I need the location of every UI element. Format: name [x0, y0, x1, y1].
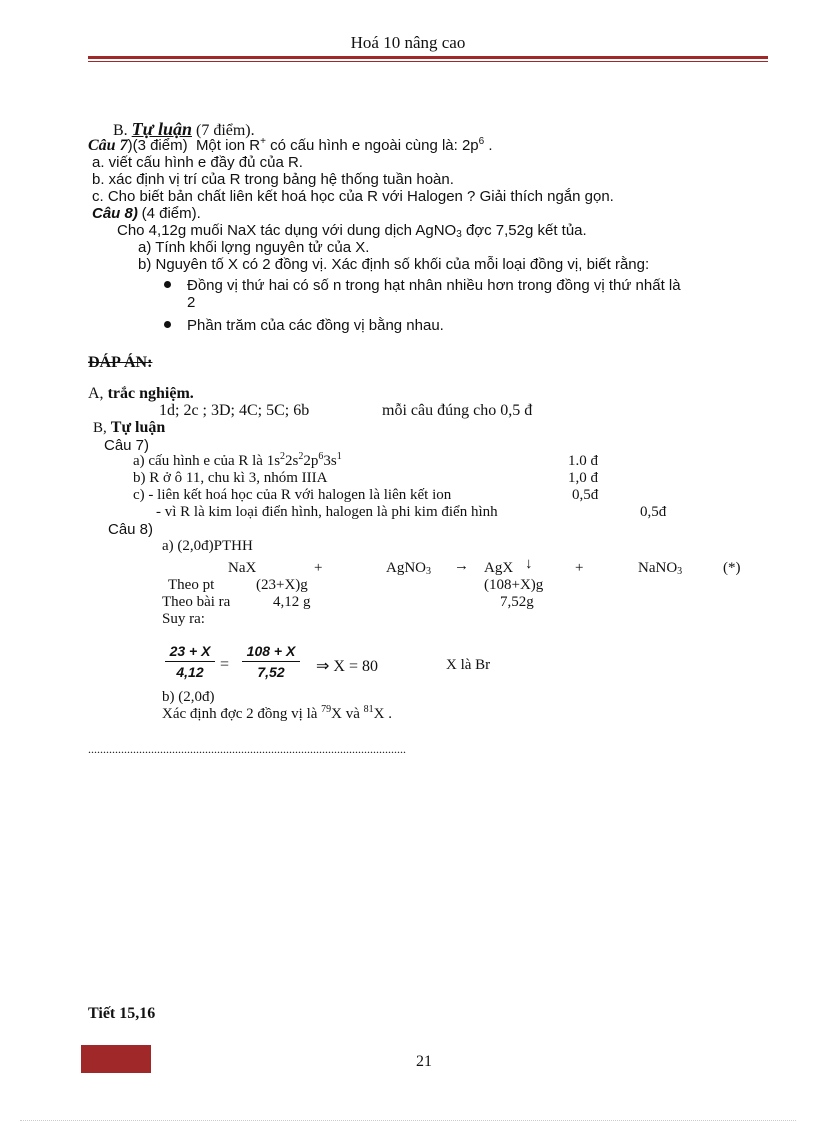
footer-box [81, 1045, 151, 1073]
answer-part-a [88, 385, 194, 403]
isotope-2-sup: 81 [363, 704, 374, 715]
section-b-points: (7 điểm). [195, 122, 255, 139]
c7-a-sup-1: 2 [280, 451, 286, 462]
fraction-2-bar [242, 661, 300, 662]
fraction-2-denominator: 7,52 [257, 664, 285, 680]
c8-b-text [162, 706, 392, 723]
dotted-separator: .......................................................................................................... [88, 742, 406, 756]
eq-agno3 [386, 560, 431, 577]
footer-dotted-line [20, 1120, 796, 1121]
answer-heading: ĐÁP ÁN: [88, 354, 153, 371]
c7-a [133, 453, 342, 470]
page-number: 21 [416, 1053, 432, 1070]
bullet-2-icon [164, 321, 171, 328]
eq-nax: NaX [228, 560, 257, 576]
c7-a-score: 1.0 đ [568, 453, 598, 469]
q8-heading [92, 205, 201, 223]
q8-points: (4 điểm). [141, 205, 201, 222]
q8-stem-sub: 3 [456, 229, 462, 240]
c7-c2: - vì R là kim loại điển hình, halogen là phi kim điển hình [156, 504, 498, 520]
isotope-1: X và [331, 706, 364, 722]
c7-c1: c) - liên kết hoá học của R với halogen là liên kết ion [133, 487, 452, 503]
isotope-2: X . [373, 706, 392, 722]
c8-a: a) (2,0đ)PTHH [162, 538, 253, 554]
mc-score: mỗi câu đúng cho 0,5 đ [382, 402, 533, 419]
suy-ra: Suy ra: [162, 611, 205, 627]
q7-item-b: b. xác định vị trí của R trong bảng hệ thống tuần hoàn. [92, 171, 454, 188]
fraction-2-numerator: 108 + X [246, 643, 296, 659]
isotope-1-sup: 79 [321, 704, 332, 715]
c7-a-sup-2: 2 [298, 451, 304, 462]
fraction-2 [242, 643, 300, 680]
page-header-title: Hoá 10 nâng cao [350, 33, 466, 52]
q8-stem-b: đợc 7,52g kết tủa. [461, 222, 587, 239]
q8-stem [117, 222, 587, 239]
q8-item-b: b) Nguyên tố X có 2 đồng vị. Xác định số khối của mỗi loại đồng vị, biết rằng: [138, 256, 650, 273]
eq-nano3-sub: 3 [677, 566, 683, 577]
answer-part-a-prefix: A, [88, 385, 104, 402]
q7-item-a: a. viết cấu hình e đầy đủ của R. [92, 154, 303, 171]
fraction-equals: = [220, 656, 230, 673]
eq-agx: AgX [484, 560, 514, 576]
section-b-title: Tự luận [131, 119, 192, 139]
eq-agno3-text: AgNO [386, 560, 426, 576]
answer-part-a-title: trắc nghiệm. [107, 385, 194, 402]
header-rule [88, 56, 768, 59]
q7-stem-b: có cấu hình e ngoài cùng là: 2p [265, 137, 479, 154]
bullet-1-icon [164, 281, 171, 288]
c8-b-text-a: Xác định đợc 2 đồng vị là [162, 706, 322, 722]
q7-label: Câu 7 [88, 137, 128, 154]
theo-pt-label: Theo pt [168, 577, 215, 593]
eq-nano3 [638, 560, 682, 577]
q8-item-a: a) Tính khối lợng nguyên tử của X. [138, 239, 370, 256]
theo-bai-1: 4,12 g [273, 594, 311, 610]
header-rule-thin [88, 61, 768, 62]
precipitate-arrow-icon: ↓ [525, 556, 533, 572]
c7-label: Câu 7) [104, 437, 150, 454]
fraction-1-bar [165, 661, 215, 662]
q8-label: Câu 8) [92, 205, 138, 222]
result-label: X là Br [446, 657, 491, 673]
theo-pt-1: (23+X)g [256, 577, 308, 593]
q7-stem-sup: + [260, 136, 266, 147]
eq-plus-2: + [575, 560, 584, 576]
q7-stem-end: . [484, 137, 493, 154]
eq-nano3-text: NaNO [638, 560, 678, 576]
c7-a-2p: 2p [303, 453, 319, 469]
theo-pt-2: (108+X)g [484, 577, 544, 593]
section-b-prefix: B. [113, 122, 128, 139]
result: ⇒ X = 80 [316, 658, 378, 675]
answer-part-b-prefix: B, [93, 420, 107, 436]
c7-c1-score: 0,5đ [572, 487, 599, 503]
eq-agno3-sub: 3 [426, 566, 431, 577]
fraction-1-denominator: 4,12 [176, 664, 204, 680]
theo-bai-2: 7,52g [500, 594, 534, 610]
c7-a-sup-4: 1 [336, 451, 342, 462]
q8-bullet-1-line-2: 2 [187, 294, 196, 311]
theo-bai-label: Theo bài ra [162, 594, 231, 610]
q8-bullet-2: Phần trăm của các đồng vị bằng nhau. [187, 317, 444, 334]
c8-label: Câu 8) [108, 521, 154, 538]
c7-b-score: 1,0 đ [568, 470, 598, 486]
c7-c2-score: 0,5đ [640, 504, 667, 520]
mc-answers: 1d; 2c ; 3D; 4C; 5C; 6b [159, 402, 310, 419]
q8-bullet-1-line-1: Đồng vị thứ hai có số n trong hạt nhân nhiều hơn trong đồng vị thứ nhất là [187, 277, 681, 294]
q7-stem-a: Một ion R [195, 137, 261, 154]
c7-a-sup-3: 6 [318, 451, 324, 462]
reaction-arrow-icon: → [454, 558, 469, 574]
eq-plus-1: + [314, 560, 323, 576]
c7-a-2s: 2s [285, 453, 299, 469]
fraction-1-numerator: 23 + X [169, 643, 211, 659]
q7-item-c: c. Cho biết bản chất liên kết hoá học của R với Halogen ? Giải thích ngắn gọn. [92, 188, 614, 205]
c8-b: b) (2,0đ) [162, 689, 215, 705]
eq-star: (*) [723, 560, 741, 576]
q7-points: )(3 điểm) [127, 137, 188, 154]
c7-a-3s: 3s [323, 453, 337, 469]
q7-stem-sup2: 6 [478, 136, 485, 147]
c7-b: b) R ở ô 11, chu kì 3, nhóm IIIA [133, 470, 328, 486]
answer-part-b-title: Tự luận [110, 419, 166, 436]
q8-stem-a: Cho 4,12g muối NaX tác dụng với dung dịch AgNO [117, 222, 457, 239]
answer-part-b [93, 419, 165, 437]
q7-stem [88, 137, 493, 155]
lesson-label: Tiết 15,16 [88, 1005, 156, 1022]
fraction-1 [165, 643, 215, 680]
c7-a-text: a) cấu hình e của R là 1s [133, 453, 281, 469]
